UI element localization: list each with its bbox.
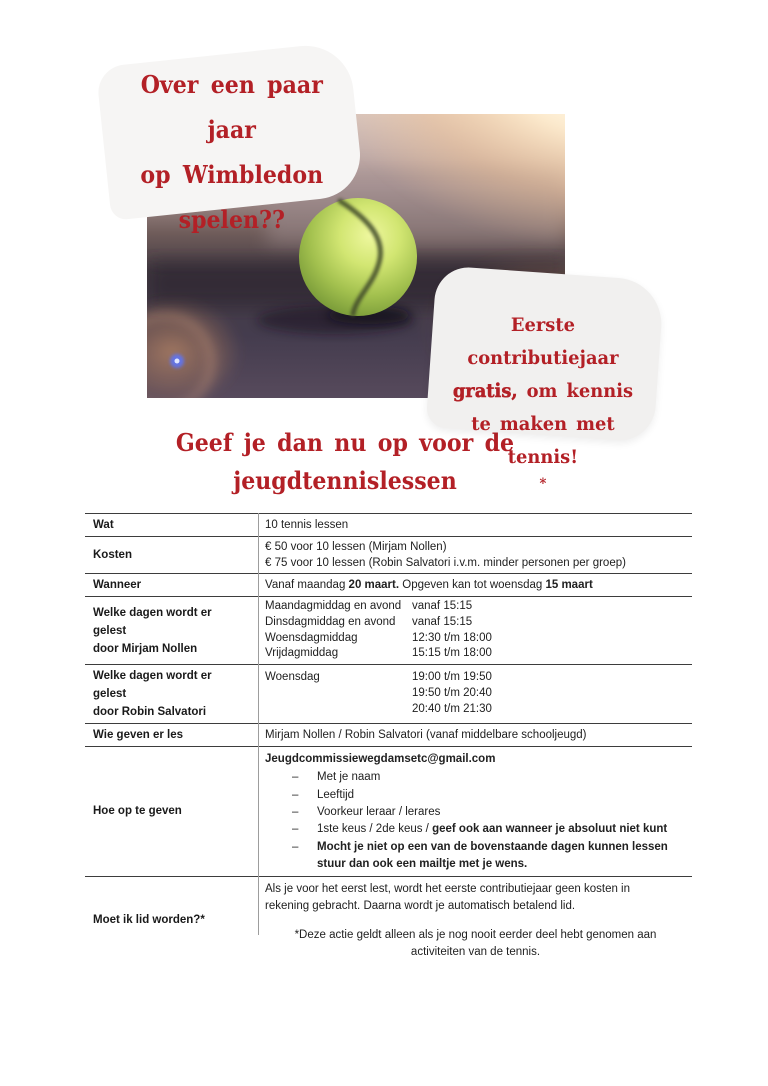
bubble1-line3: spelen?? <box>178 204 285 234</box>
schedule-day: Woensdag <box>265 671 320 684</box>
footnote <box>265 927 686 962</box>
schedule-time: vanaf 15:15 <box>412 615 473 628</box>
row-label-line2: door Mirjam Nollen <box>93 642 198 655</box>
row-label-text: Wie geven er les <box>93 729 184 742</box>
table-row-dagen-robin <box>85 664 692 723</box>
list-item <box>292 787 686 804</box>
membership-text-line1: Als je voor het eerst lest, wordt het eerste contributiejaar geen kosten in <box>265 882 631 895</box>
schedule-mirjam <box>265 599 686 662</box>
table-row-kosten <box>85 536 692 573</box>
bullet-text: Voorkeur leraar / lerares <box>317 806 441 818</box>
wanneer-t2: Opgeven kan tot woensdag <box>399 579 546 591</box>
membership-text-line2: rekening gebracht. Daarna wordt je automatisch betalend lid. <box>265 899 576 912</box>
bubble1-text <box>115 54 349 242</box>
bullet-text: Leeftijd <box>317 788 355 801</box>
row-label-text: Wat <box>93 519 114 531</box>
row-label <box>85 747 258 875</box>
schedule-time: 20:40 t/m 21:30 <box>412 703 492 716</box>
speech-bubble-wimbledon <box>96 41 365 234</box>
row-content <box>258 877 692 964</box>
schedule-time: 15:15 t/m 18:00 <box>412 647 492 660</box>
row-label <box>85 665 258 723</box>
bubble2-gratis: gratis, <box>452 379 518 402</box>
bubble2-text <box>436 273 650 494</box>
table-row-wie <box>85 723 692 746</box>
table-row-lid-worden <box>85 876 692 964</box>
schedule-day-empty <box>265 686 412 702</box>
info-table <box>85 513 692 964</box>
row-content-text: 10 tennis lessen <box>265 519 349 531</box>
list-item-text <box>317 804 686 821</box>
dash-marker: – <box>292 840 299 853</box>
bubble2-line1: Eerste contributiejaar <box>467 313 619 369</box>
schedule-time: 19:50 t/m 20:40 <box>412 687 492 700</box>
row-label-line2: door Robin Salvatori <box>93 706 207 719</box>
schedule-day: Maandagmiddag en avond <box>265 600 402 612</box>
bubble1-line1: Over een paar jaar <box>140 69 323 144</box>
row-label-text: Wanneer <box>93 579 142 591</box>
list-item <box>292 769 686 786</box>
asterisk-mark: * <box>539 475 547 492</box>
bullet-bold: geef ook aan wanneer je absoluut niet kunt <box>432 823 668 836</box>
bullet-bold: Mocht je niet op een van de bovenstaande dagen kunnen lessen stuur dan ook een mailtje met je wens. <box>317 840 668 871</box>
wanneer-date1: 20 maart. <box>348 579 400 591</box>
row-label-text: Kosten <box>93 549 132 561</box>
row-label <box>85 597 258 664</box>
footnote-line1: *Deze actie geldt alleen als je nog nooit eerder deel hebt genomen aan <box>294 928 657 941</box>
row-content <box>258 514 692 536</box>
bullet-text: 1ste keus / 2de keus / <box>317 823 433 836</box>
row-label <box>85 574 258 596</box>
dash-marker: – <box>292 788 299 801</box>
bubble2-line2 <box>436 375 650 408</box>
wanneer-t1: Vanaf maandag <box>265 579 349 591</box>
row-content <box>258 747 692 875</box>
row-content <box>258 665 692 723</box>
bubble1-line2: op Wimbledon <box>140 159 324 189</box>
wanneer-text <box>265 577 686 593</box>
table-row-wanneer <box>85 573 692 596</box>
wanneer-date2: 15 maart <box>545 579 593 591</box>
row-content <box>258 537 692 573</box>
row-label <box>85 877 258 964</box>
page-title-line2: jeugdtennislessen <box>233 466 457 495</box>
row-label-text: Hoe op te geven <box>93 805 182 818</box>
bubble2-line2-rest: om kennis <box>517 379 634 402</box>
schedule-robin <box>265 670 686 717</box>
column-divider <box>258 513 259 935</box>
speech-bubble-gratis <box>426 265 665 492</box>
list-item <box>292 804 686 821</box>
kosten-line1: € 50 voor 10 lessen (Mirjam Nollen) <box>265 541 447 553</box>
table-row-hoe <box>85 746 692 875</box>
signup-bullet-list <box>265 769 686 873</box>
dash-marker: – <box>292 823 299 836</box>
list-item-text <box>317 821 686 838</box>
row-content <box>258 574 692 596</box>
schedule-day: Dinsdagmiddag en avond <box>265 615 396 628</box>
contact-email: Jeugdcommissiewegdamsetc@gmail.com <box>265 753 496 766</box>
bubble2-line3: te maken met tennis! <box>471 412 615 468</box>
list-item <box>292 839 686 874</box>
row-content-text: Mirjam Nollen / Robin Salvatori (vanaf middelbare schooljeugd) <box>265 729 587 742</box>
row-label-line1: Welke dagen wordt er gelest <box>93 606 212 637</box>
footnote-line2: activiteiten van de tennis. <box>410 946 541 959</box>
row-label-text: Moet ik lid worden?* <box>93 914 205 927</box>
list-item-text <box>317 787 686 804</box>
page-title-line1: Geef je dan nu op voor de <box>175 428 515 457</box>
row-label-line1: Welke dagen wordt er gelest <box>93 670 212 701</box>
kosten-line2: € 75 voor 10 lessen (Robin Salvatori i.v.m. minder personen per groep) <box>265 557 626 569</box>
list-item-text <box>317 839 686 874</box>
schedule-time: 12:30 t/m 18:00 <box>412 631 492 644</box>
list-item <box>292 821 686 838</box>
bullet-text: Met je naam <box>317 771 381 784</box>
dash-marker: – <box>292 806 299 818</box>
row-content <box>258 597 692 664</box>
row-label <box>85 537 258 573</box>
list-item-text <box>317 769 686 786</box>
schedule-day: Woensdagmiddag <box>265 631 358 644</box>
schedule-time: vanaf 15:15 <box>412 600 473 612</box>
schedule-day-empty <box>265 702 412 718</box>
dash-marker: – <box>292 771 299 784</box>
schedule-time: 19:00 t/m 19:50 <box>412 671 492 684</box>
row-label <box>85 724 258 746</box>
table-row-wat <box>85 513 692 536</box>
row-label <box>85 514 258 536</box>
table-row-dagen-mirjam <box>85 596 692 664</box>
schedule-day: Vrijdagmiddag <box>265 647 339 660</box>
row-content <box>258 724 692 746</box>
